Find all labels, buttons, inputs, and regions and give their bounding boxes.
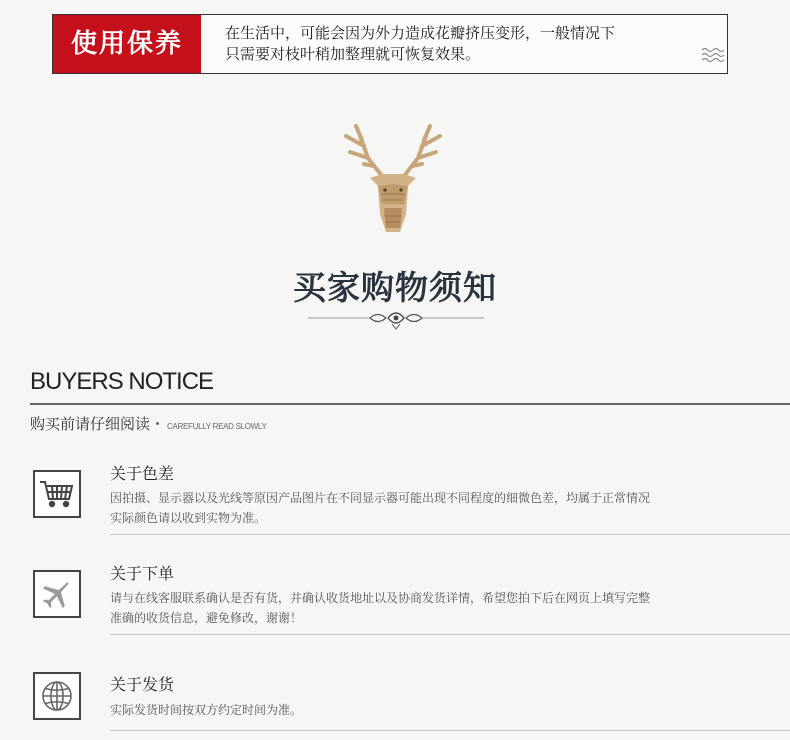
bullet-dot (156, 422, 159, 425)
care-text-line: 只需要对枝叶稍加整理就可恢复效果。 (225, 45, 481, 63)
airplane-icon (33, 570, 81, 618)
deer-head-image (338, 124, 448, 242)
item-body (110, 488, 760, 528)
ornament-divider (308, 310, 484, 330)
globe-icon (33, 672, 81, 720)
item-body-line: 请与在线客服联系确认是否有货，并确认收货地址以及协商发货详情，希望您拍下后在网页上填写完整 (110, 591, 651, 605)
notice-subtitle (30, 413, 267, 434)
item-body-line: 实际发货时间按双方约定时间为准。 (110, 703, 303, 717)
item-title: 关于色差 (110, 464, 175, 483)
notice-subtitle-en: CAREFULLY READ SLOWLY (167, 422, 267, 431)
item-body-line: 因拍摄、显示器以及光线等原因产品图片在不同显示器可能出现不同程度的细微色差，均属于正常情况 (110, 491, 651, 505)
divider (110, 634, 790, 635)
divider (30, 403, 790, 405)
page-title: 买家购物须知 (293, 268, 497, 307)
item-title: 关于发货 (110, 675, 175, 694)
notice-subtitle-text: 购买前请仔细阅读 (30, 415, 151, 433)
care-banner (52, 14, 728, 74)
item-body (110, 700, 760, 720)
shopping-cart-icon (33, 470, 81, 518)
care-text-line: 在生活中，可能会因为外力造成花瓣挤压变形，一般情况下 (225, 24, 616, 42)
divider (110, 534, 790, 535)
care-tag: 使用保养 (53, 15, 201, 73)
waves-icon (701, 47, 725, 63)
notice-title-en: BUYERS NOTICE (30, 368, 214, 395)
item-body (110, 588, 760, 628)
divider (110, 730, 790, 731)
item-title: 关于下单 (110, 564, 175, 583)
care-text (225, 23, 695, 65)
item-body-line: 实际颜色请以收到实物为准。 (110, 511, 267, 525)
item-body-line: 准确的收货信息，避免修改，谢谢！ (110, 611, 303, 625)
